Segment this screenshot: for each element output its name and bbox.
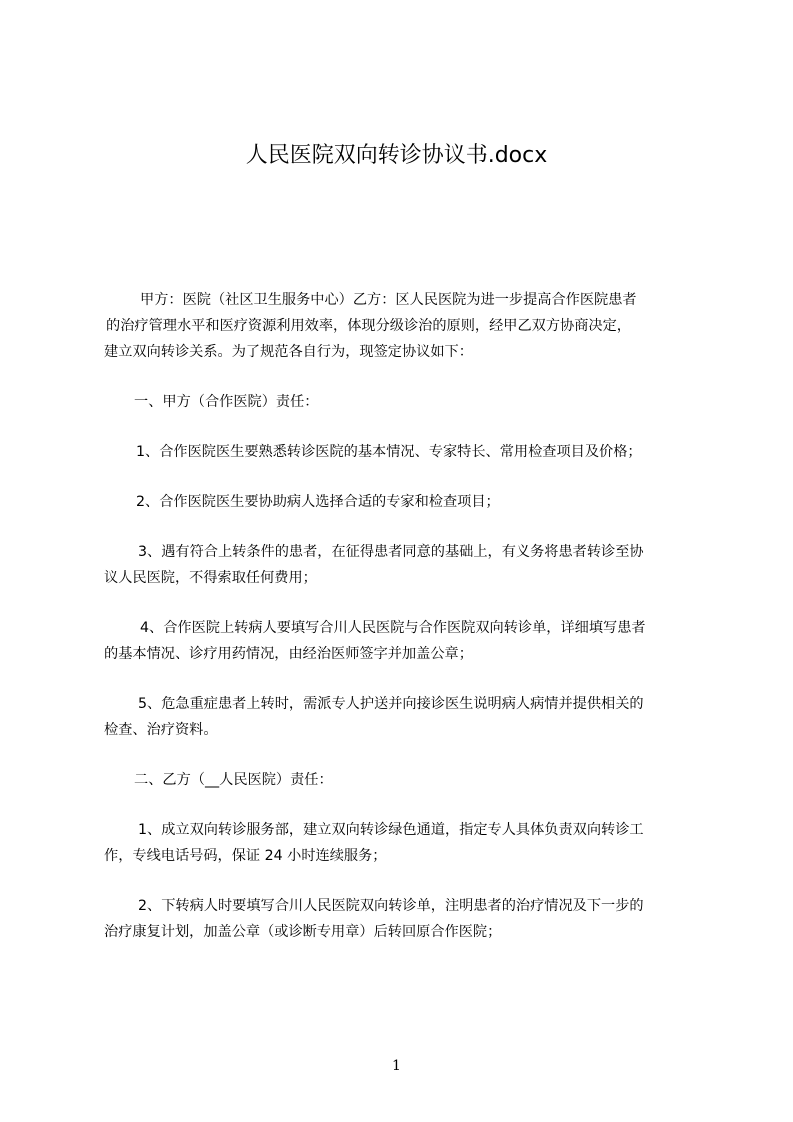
section-b-item-2: 2、下转病人时要填写合川人民医院双向转诊单，注明患者的治疗情况及下一步的 治疗康复计划，加盖公章（或诊断专用章）后转回原合作医院； [104,898,644,940]
intro-line: 建立双向转诊关系。为了规范各自行为，现签定协议如下： [104,344,473,360]
section-a-item-1: 1、合作医院医生要熟悉转诊医院的基本情况、专家特长、常用检查项目及价格； [136,444,642,460]
section-a-heading: 一、甲方（合作医院）责任： [134,394,319,410]
section-a-item-3: 3、遇有符合上转条件的患者，在征得患者同意的基础上，有义务将患者转诊至协 议人民医院，不得索取任何费用； [104,544,644,586]
intro-paragraph [104,287,708,365]
document-body [104,287,708,945]
intro-line: 甲方：医院（社区卫生服务中心）乙方：区人民医院为进一步提高合作医院患者 [140,292,637,308]
section-b-item-1: 1、成立双向转诊服务部，建立双向转诊绿色通道，指定专人具体负责双向转诊工 作，专线电话号码，保证 24 小时连续服务； [104,822,644,864]
section-a-item-2: 2、合作医院医生要协助病人选择合适的专家和检查项目； [136,494,500,510]
section-a-item-4: 4、合作医院上转病人要填写合川人民医院与合作医院双向转诊单，详细填写患者 的基本情况、诊疗用药情况，由经治医师签字并加盖公章； [104,620,646,662]
section-a-item-5: 5、危急重症患者上转时，需派专人护送并向接诊医生说明病人病情并提供相关的 检查、治疗资料。 [104,696,644,738]
section-b-heading: 二、乙方（__人民医院）责任： [134,772,333,788]
page-number: 1 [392,1058,401,1074]
document-title: 人民医院双向转诊协议书.docx [245,143,548,168]
intro-line: 的治疗管理水平和医疗资源利用效率，体现分级诊治的原则，经甲乙双方协商决定， [106,318,631,334]
